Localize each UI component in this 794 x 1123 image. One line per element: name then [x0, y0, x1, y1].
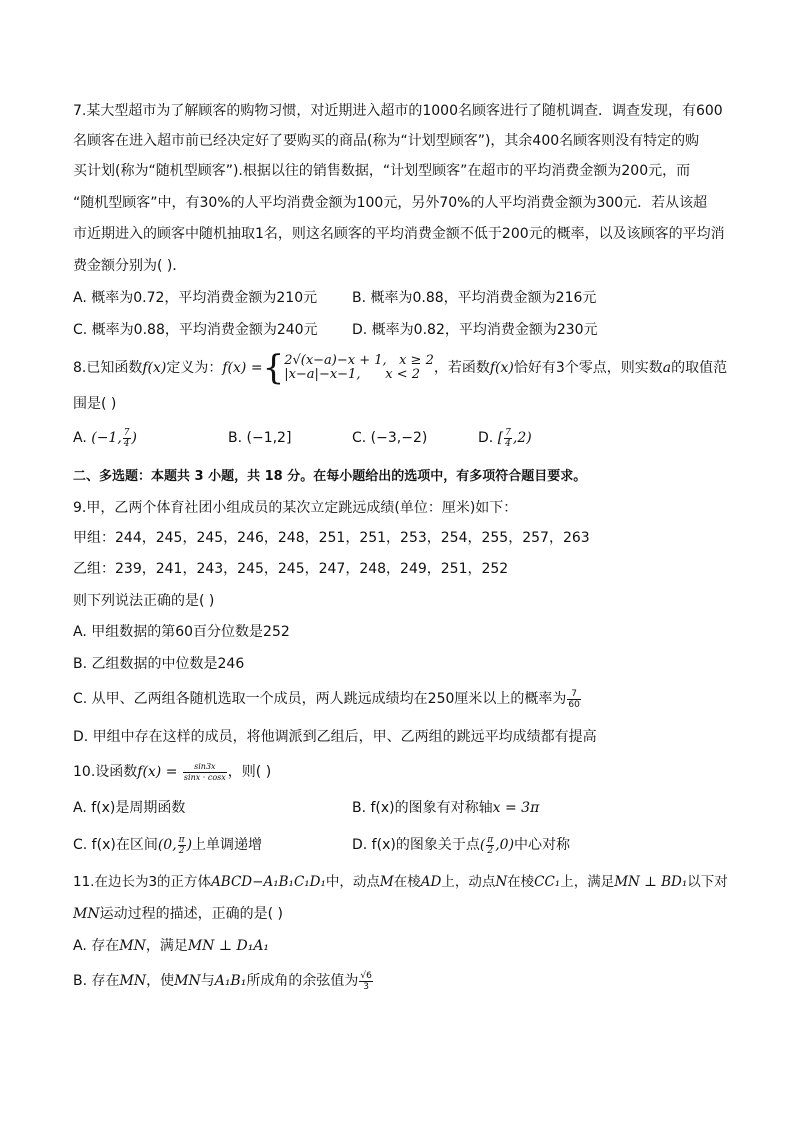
q10-option-c — [73, 832, 262, 858]
q10-option-d-text: D. f(x)的图象关于点 — [352, 837, 480, 853]
q10-option-c-text: C. f(x)在区间 — [73, 837, 158, 853]
q7-line-1: 7.某大型超市为了解顾客的购物习惯，对近期进入超市的1000名顾客进行了随机调查．调查发现，有600 — [73, 103, 723, 119]
q9-option-a: A. 甲组数据的第60百分位数是252 — [73, 624, 290, 640]
q9-option-d: D. 甲组中存在这样的成员，将他调派到乙组后，甲、乙两组的跳远平均成绩都有提高 — [73, 729, 597, 745]
q10-option-d-num: π — [487, 834, 494, 845]
q10-option-b-math: x = 3π — [492, 800, 540, 816]
q9-option-c — [73, 686, 582, 712]
section-2-heading: 二、多选题：本题共 3 小题，共 18 分。在每小题给出的选项中，有多项符合题目要求。 — [73, 469, 587, 484]
q10-frac — [183, 762, 227, 783]
q11-option-b-mid2: 与 — [200, 973, 215, 989]
q8-option-b: B. (−1,2] — [228, 430, 292, 446]
q10-fx-eq: f(x) = — [137, 764, 178, 780]
q11-n: N — [495, 874, 508, 890]
q7-line-4: “随机型顾客”中，有30%的人平均消费金额为100元，另外70%的人平均消费金额为300元．若从该超 — [73, 195, 708, 211]
q11-option-b-frac — [359, 971, 372, 992]
q8-option-a — [73, 426, 137, 450]
q8-case-1: 2√(x−a)−x + 1, — [284, 353, 387, 368]
q10-option-c-open: (0, — [157, 837, 177, 853]
q11-option-b-post: 所成角的余弦值为 — [246, 973, 359, 989]
q10-option-b-text: B. f(x)的图象有对称轴 — [352, 800, 493, 816]
q10-stem — [73, 759, 271, 785]
q8-option-d-frac — [504, 428, 512, 449]
q10-den: sinx · cosx — [183, 772, 226, 782]
q8-piecewise — [284, 354, 434, 382]
q7-line-6: 费金额分别为( )． — [73, 258, 187, 274]
q7-option-a: A. 概率为0.72，平均消费金额为210元 — [73, 290, 318, 306]
q11-ad: AD — [420, 874, 442, 890]
q9-option-c-text: C. 从甲、乙两组各随机选取一个成员，两人跳远成绩均在250厘米以上的概率为 — [73, 691, 567, 707]
q11-option-b-mn2: MN — [174, 973, 201, 989]
q8-option-a-num: 7 — [123, 427, 130, 438]
q8-brace: { — [262, 348, 285, 388]
q10-option-d-den: 2 — [487, 845, 494, 856]
q10-option-d-post: 中心对称 — [514, 837, 571, 853]
q8-fx-eq: f(x) = — [222, 360, 263, 376]
q8-suffix-1: ，若函数 — [433, 360, 490, 376]
q8-option-a-close: ) — [131, 430, 137, 446]
q9-option-c-num: 7 — [567, 689, 580, 700]
q11-option-b-mn: MN — [119, 973, 147, 989]
q11-text-2: 中，动点 — [325, 874, 380, 890]
q11-option-b-num: √6 — [360, 970, 372, 981]
q8-option-a-open: (−1, — [91, 430, 122, 446]
q8-prefix: 8.已知函数 — [73, 360, 143, 376]
q11-text-5: 在棱 — [507, 874, 535, 890]
q8-case-2-cond: x < 2 — [385, 367, 421, 382]
q9-option-c-den: 60 — [568, 699, 580, 710]
q11-option-b-mid: ，使 — [146, 973, 175, 989]
q8-case-1-cond: x ≥ 2 — [399, 353, 434, 368]
q8-line-1 — [73, 348, 727, 388]
q10-option-d-open: ( — [479, 837, 486, 853]
q8-option-c: C. (−3,−2) — [352, 430, 428, 446]
q11-line-1 — [73, 872, 728, 892]
q9-option-c-frac — [567, 689, 580, 710]
q11-text-4: 上，动点 — [441, 874, 496, 890]
q9-group-a: 甲组：244，245，245，246，248，251，251，253，254，255，257，263 — [73, 530, 590, 546]
q8-option-d — [478, 426, 532, 450]
q10-prefix: 10.设函数 — [73, 764, 138, 780]
q11-m: M — [379, 874, 394, 890]
q11-text-3: 在棱 — [393, 874, 421, 890]
q8-option-a-label: A. — [73, 430, 87, 446]
q11-option-b — [73, 968, 374, 994]
q7-line-5: 市近期进入的顾客中随机抽取1名，则这名顾客的平均消费金额不低于200元的概率，以及该顾客的平均消 — [73, 226, 725, 242]
q8-a: a — [662, 360, 672, 376]
q10-option-c-post: 上单调递增 — [192, 837, 263, 853]
q9-group-b: 乙组：239，241，243，245，245，247，248，249，251，252 — [73, 561, 509, 577]
q8-case-2: |x−a|−x−1, — [284, 367, 361, 382]
q10-suffix: ，则( ) — [227, 764, 272, 780]
q10-option-a: A. f(x)是周期函数 — [73, 800, 186, 816]
q11-text-7: 以下对 — [687, 874, 728, 890]
q11-cc1: CC₁ — [534, 874, 561, 890]
q7-option-d: D. 概率为0.82，平均消费金额为230元 — [352, 322, 598, 338]
q11-mn: MN — [73, 906, 100, 922]
q11-option-a-mid: ，满足 — [145, 938, 188, 954]
q11-text-6: 上，满足 — [560, 874, 615, 890]
q7-line-3: 买计划(称为“随机型顾客”).根据以往的销售数据，“计划型顾客”在超市的平均消费金额为200元，而 — [73, 163, 691, 179]
q10-option-c-den: 2 — [178, 845, 185, 856]
q8-option-d-den: 4 — [505, 438, 511, 449]
q8-option-d-num: 7 — [505, 427, 511, 438]
q10-option-d — [352, 832, 570, 858]
q11-text-1: 11.在边长为3的正方体 — [73, 874, 212, 890]
q11-option-a-pre: A. 存在 — [73, 938, 120, 954]
q8-defined: 定义为： — [166, 360, 223, 376]
q11-option-b-a1b1: A₁B₁ — [214, 973, 247, 989]
q11-line-2-text: 运动过程的描述，正确的是( ) — [99, 906, 283, 922]
q11-option-a — [73, 936, 269, 956]
q10-option-c-close: ) — [186, 837, 193, 853]
q9-option-b: B. 乙组数据的中位数是246 — [73, 656, 245, 672]
q7-line-2: 名顾客在进入超市前已经决定好了要购买的商品(称为“计划型顾客”)，其余400名顾客则没有特定的购 — [73, 133, 700, 149]
q11-option-b-den: 3 — [363, 981, 369, 992]
q11-option-a-math: MN ⊥ D₁A₁ — [187, 938, 270, 954]
q10-option-d-close: ,0) — [495, 837, 515, 853]
q11-option-a-mn: MN — [119, 938, 146, 954]
q8-option-d-close: ,2) — [512, 430, 532, 446]
q7-option-b: B. 概率为0.88，平均消费金额为216元 — [352, 290, 597, 306]
q8-option-a-den: 4 — [123, 438, 130, 449]
q8-option-d-label: D. — [478, 430, 494, 446]
q8-suffix-2: 恰好有3个零点，则实数 — [513, 360, 663, 376]
q8-fx: f(x) — [142, 360, 167, 376]
q11-perp: MN ⊥ BD₁ — [614, 874, 688, 890]
q11-option-b-pre: B. 存在 — [73, 973, 120, 989]
q9-question: 则下列说法正确的是( ) — [73, 593, 215, 609]
q8-fx-2: f(x) — [489, 360, 514, 376]
q10-option-c-num: π — [178, 834, 185, 845]
q10-option-c-frac — [178, 835, 186, 856]
q8-suffix-3: 的取值范 — [671, 360, 728, 376]
q10-option-b — [352, 798, 539, 818]
q10-num: sin3x — [183, 762, 227, 773]
q8-option-d-open: [ — [497, 430, 504, 446]
q9-stem: 9.甲，乙两个体育社团小组成员的某次立定跳远成绩(单位：厘米)如下： — [73, 500, 518, 516]
q8-option-a-frac — [123, 428, 131, 449]
q11-cube: ABCD−A₁B₁C₁D₁ — [211, 874, 326, 890]
q10-option-d-frac — [486, 835, 494, 856]
q7-option-c: C. 概率为0.88，平均消费金额为240元 — [73, 322, 318, 338]
q11-line-2 — [73, 904, 283, 924]
q8-line-2: 围是( ) — [73, 396, 117, 412]
